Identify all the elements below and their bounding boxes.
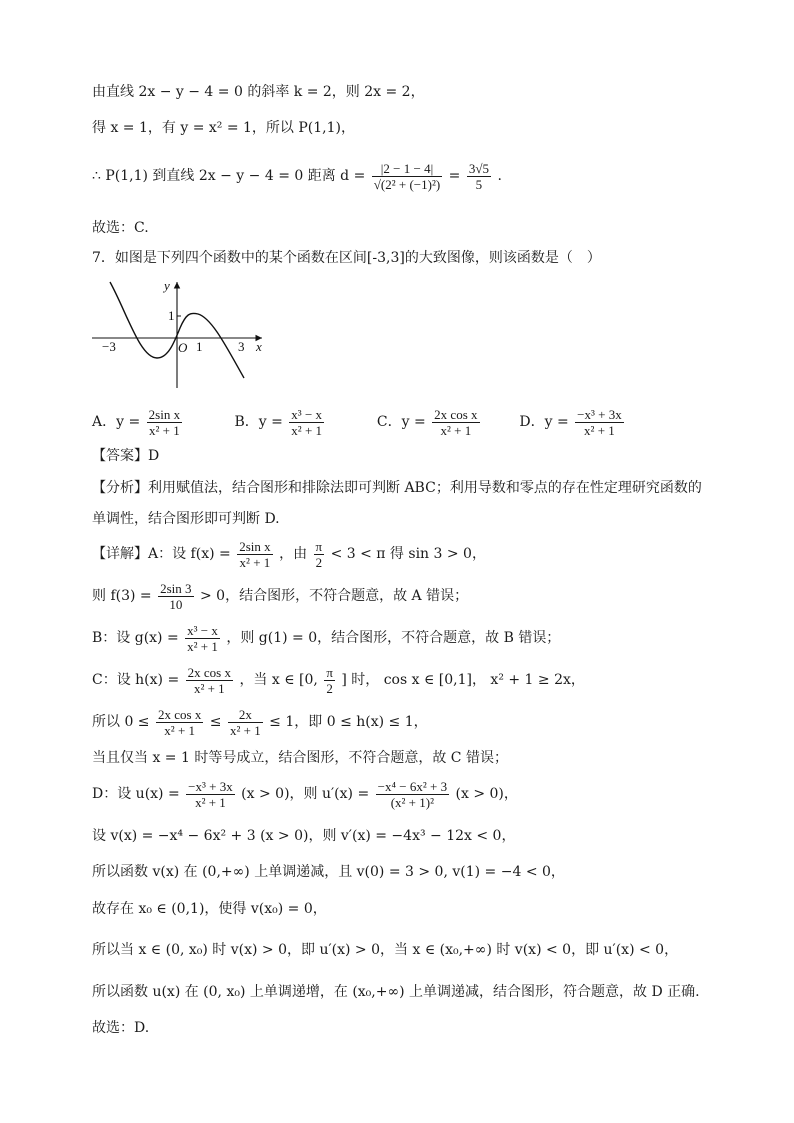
solution-line-1: 由直线 2x − y − 4 = 0 的斜率 k = 2，则 2x = 2， <box>92 84 425 100</box>
equals-sign: = <box>448 168 461 184</box>
solution-line-2: 得 x = 1，有 y = x² = 1，所以 P(1,1)， <box>92 120 355 136</box>
tick-label-3: 3 <box>238 339 245 354</box>
option-c: C．y = $\frac{\text{2x cos x}}{\text{x² + 1}}$ <box>376 406 478 438</box>
detail-d3-line: 所以函数 v(x) 在 (0,+∞) 上单调递减，且 v(0) = 3 > 0, v(1) = −4 < 0， <box>92 864 565 880</box>
result-fraction <box>467 161 491 192</box>
detail-d-line: D：设 u(x) = $\frac{\text{−x³ + 3x}}{\text{x² + 1}}$ (x > 0)，则 u′(x) = $\frac{\text{−x⁴ − 6x² + 3}}{\text{(x² + 1)²}}$ (x > 0)， <box>92 778 518 810</box>
detail-a-line: 【详解】A：设 f(x) = $\frac{\text{2sin x}}{\text{x² + 1}}$ ，由 $\frac{\pi}{2}$ < 3 < π 得 sin 3 > 0， <box>92 538 486 570</box>
detail-c-line: C：设 h(x) = $\frac{\text{2x cos x}}{\text{x² + 1}}$ ，当 x ∈ [0, $\frac{\pi}{2}$ ] 时， cos x ∈ [0,1]， x² + 1 ≥ 2x， <box>92 664 585 696</box>
tick-label-neg3: −3 <box>102 339 116 354</box>
detail-c2-line: 所以 0 ≤ $\frac{\text{2x cos x}}{\text{x² + 1}}$ ≤ $\frac{2x}{\text{x² + 1}}$ ≤ 1，即 0 ≤ h(x) ≤ 1， <box>92 706 428 738</box>
option-a: A．y = $\frac{\text{2sin x}}{\text{x² + 1}}$ <box>92 406 181 438</box>
detail-d6-line: 所以函数 u(x) 在 (0, x₀) 上单调递增，在 (x₀,+∞) 上单调递减，结合图形，符合题意，故 D 正确. <box>92 984 700 1000</box>
answer-label: 【答案】D <box>92 448 160 464</box>
final-answer-line: 故选：D. <box>92 1020 150 1036</box>
detail-b-line: B：设 g(x) = $\frac{\text{x³ − x}}{\text{x² + 1}}$ ，则 g(1) = 0，结合图形，不符合题意，故 B 错误； <box>92 622 561 654</box>
distance-prefix: ∴ P(1,1) 到直线 2x − y − 4 = 0 距离 d = <box>92 168 366 184</box>
y-axis-label: y <box>164 278 170 293</box>
answer-choice-line: 故选：C. <box>92 220 149 236</box>
fraction-denominator: 5 <box>475 176 483 192</box>
origin-label: O <box>178 340 188 355</box>
x-axis-label: x <box>256 339 262 354</box>
fraction-numerator: 3√5 <box>468 160 489 176</box>
detail-a2-line: 则 f(3) = $\frac{2\sin 3}{10}$ > 0，结合图形，不符合题意，故 A 错误； <box>92 580 469 612</box>
detail-d2-line: 设 v(x) = −x⁴ − 6x² + 3 (x > 0)，则 v′(x) = −4x³ − 12x < 0， <box>92 828 516 844</box>
option-d: D．y = $\frac{\text{−x³ + 3x}}{\text{x² + 1}}$ <box>519 406 622 438</box>
tick-label-1y: 1 <box>168 308 175 323</box>
detail-d5-line: 所以当 x ∈ (0, x₀) 时 v(x) > 0，即 u′(x) > 0，当 x ∈ (x₀,+∞) 时 v(x) < 0，即 u′(x) < 0， <box>92 942 679 958</box>
options-line <box>92 404 657 440</box>
tick-label-1x: 1 <box>196 339 203 354</box>
detail-c3-line: 当且仅当 x = 1 时等号成立，结合图形，不符合题意，故 C 错误； <box>92 750 508 766</box>
function-graph <box>92 278 272 393</box>
option-b: B．y = $\frac{\text{x³ − x}}{\text{x² + 1}}$ <box>234 406 323 438</box>
detail-d4-line: 故存在 x₀ ∈ (0,1)，使得 v(x₀) = 0， <box>92 901 327 917</box>
fraction-denominator: √(2² + (−1)²) <box>373 176 441 192</box>
distance-fraction <box>372 161 442 192</box>
analysis-line-1: 【分析】利用赋值法，结合图形和排除法即可判断 ABC；利用导数和零点的存在性定理研究函数的 <box>92 480 702 496</box>
question-7: 7．如图是下列四个函数中的某个函数在区间[-3,3]的大致图像，则该函数是（ ） <box>92 250 601 266</box>
fraction-numerator: |2 − 1 − 4| <box>372 161 442 177</box>
analysis-line-2: 单调性，结合图形即可判断 D. <box>92 511 280 527</box>
distance-formula-line: ∴ P(1,1) 到直线 2x − y − 4 = 0 距离 d = $\frac{|2 - 1 - 4|}{\text{√(2² + (−1)²)}}$ = $\frac{3√5}{5}$ . <box>92 160 502 192</box>
